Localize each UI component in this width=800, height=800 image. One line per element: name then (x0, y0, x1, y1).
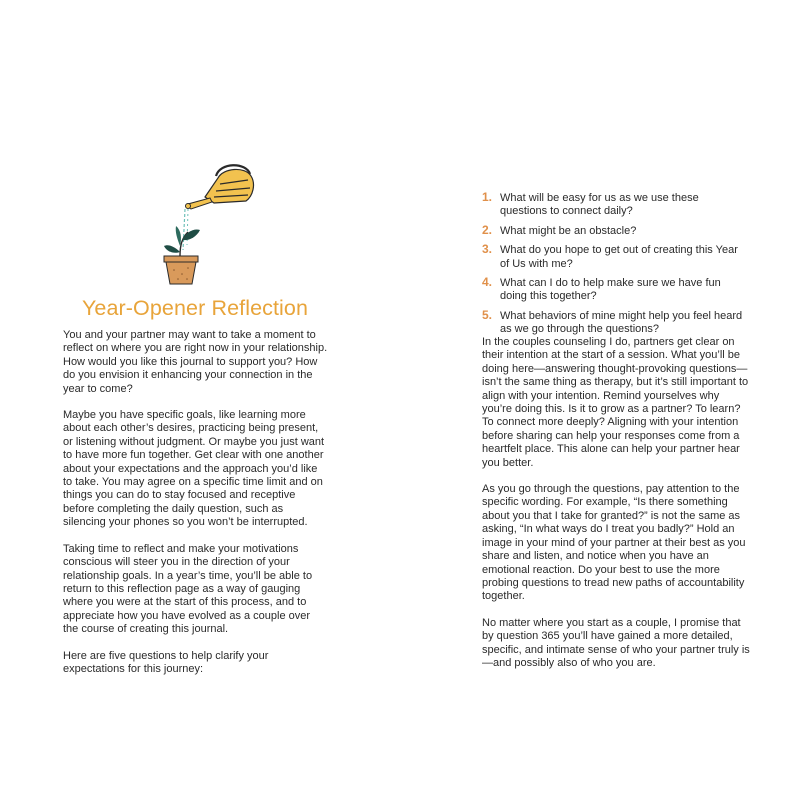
watering-can-icon (186, 165, 254, 209)
left-paragraph-3: Taking time to reflect and make your motivations conscious will steer you in the direction of your relationship goals. In a year’s time, you’ll be able to return to this reflection page as a way of gauging where you were at the start of this process, and to appreciate how you have evolved as a couple over the course of creating this journal. (63, 542, 313, 636)
water-stream-icon (183, 209, 188, 250)
question-text: What do you hope to get out of creating this Year of Us with me? (500, 244, 738, 270)
right-page-questions (482, 192, 747, 343)
question-number: 5. (482, 307, 493, 322)
question-item (482, 244, 747, 271)
flower-pot-icon (164, 256, 198, 284)
question-item (482, 277, 747, 304)
question-item (482, 307, 747, 337)
question-list (482, 192, 747, 337)
question-text: What will be easy for us as we use these questions to connect daily? (500, 192, 699, 218)
right-page-body (482, 336, 750, 683)
question-item (482, 222, 747, 238)
question-number: 4. (482, 275, 493, 290)
question-text: What can I do to help make sure we have fun doing this together? (500, 277, 721, 303)
question-text: What might be an obstacle? (500, 224, 637, 237)
right-paragraph-1: In the couples counseling I do, partners get clear on their intention at the start of a session. What you’ll be doing here—answering thought-provoking questions—isn’t the same thing as therapy, but it’s still important to align with your intention. Remind yourselves why you’re doing this. Is it to grow as a partner? To learn? To connect more deeply? Aligning with your intention before sharing can help your responses come from a heartfelt place. This alone can help your partner hear you better. (482, 336, 749, 469)
question-item (482, 192, 747, 219)
left-paragraph-2: Maybe you have specific goals, like learning more about each other’s desires, practicing being present, or listening without judgment. Or maybe you just want to have more fun together. Get clear with one another about your expectations and the approach you’d like to take. You may agree on a specific time limit and on things you can do to stay focused and receptive before completing the daily question, such as silencing your phones so you won’t be interrupted. (63, 409, 325, 529)
question-number: 1. (482, 190, 493, 204)
watering-can-plant-illustration (150, 160, 280, 290)
question-number: 3. (482, 242, 493, 257)
left-page-body (63, 329, 328, 689)
plant-leaves-icon (164, 226, 200, 256)
left-paragraph-4: Here are five questions to help clarify your expectations for this journey: (63, 649, 269, 675)
page-title: Year-Opener Reflection (81, 296, 309, 320)
question-text: What behaviors of mine might help you feel heard as we go through the questions? (500, 309, 743, 336)
left-paragraph-1: You and your partner may want to take a moment to reflect on where you are right now in your relationship. How would you like this journal to support you? How do you envision it enhancing your connection in the year to come? (63, 329, 328, 395)
right-paragraph-2: As you go through the questions, pay attention to the specific wording. For example, “Is there something about you that I take for granted?” is not the same as asking, “In what ways do I treat you badly?” Hold an image in your mind of your partner at their best as you share and listen, and notice when you have an emotional reaction. Do your best to use the more probing questions to tread new paths of accountability together. (482, 483, 746, 603)
question-number: 2. (482, 222, 493, 237)
right-paragraph-3: No matter where you start as a couple, I promise that by question 365 you’ll have gained a more detailed, specific, and intimate sense of who your partner truly is—and possibly also of who you are. (482, 616, 750, 669)
